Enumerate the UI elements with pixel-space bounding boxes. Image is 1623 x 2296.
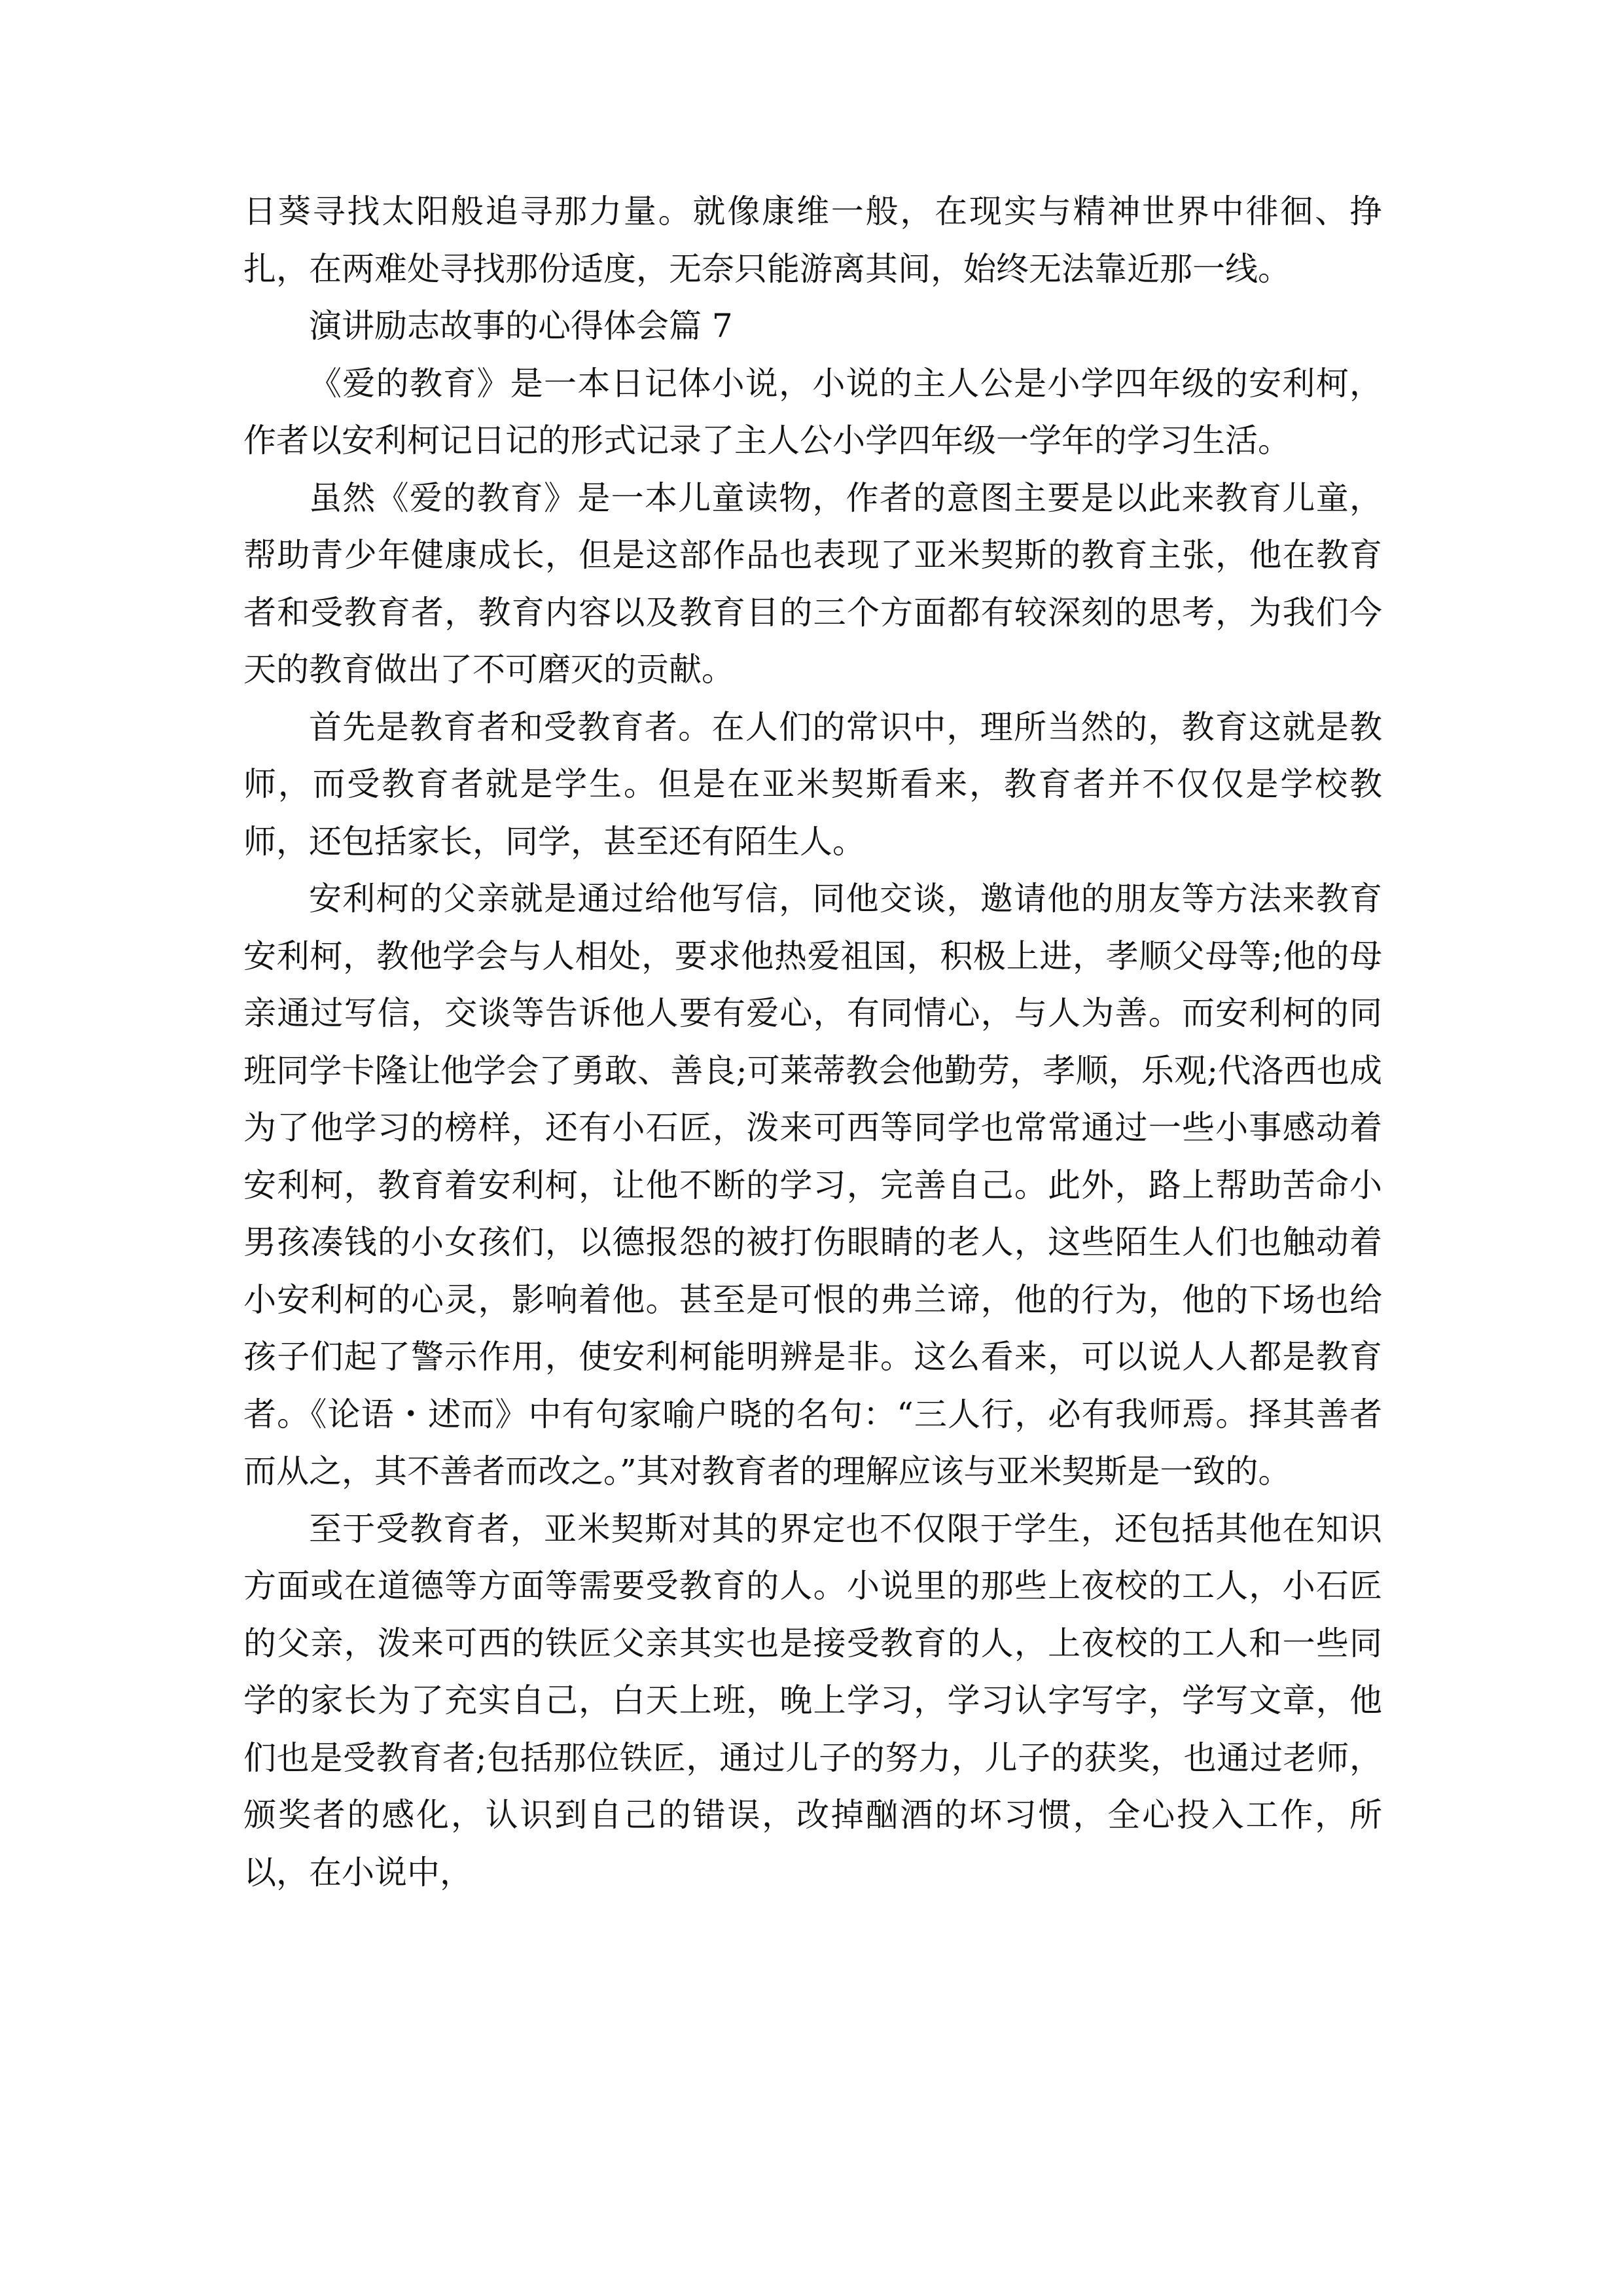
paragraph: 首先是教育者和受教育者。在人们的常识中，理所当然的，教育这就是教师，而受教育者就是学生。但是在亚米契斯看来，教育者并不仅仅是学校教师，还包括家长，同学，甚至还有陌生人。 <box>243 708 1382 861</box>
document-body <box>243 183 1382 1901</box>
paragraph: 虽然《爱的教育》是一本儿童读物，作者的意图主要是以此来教育儿童，帮助青少年健康成长，但是这部作品也表现了亚米契斯的教育主张，他在教育者和受教育者，教育内容以及教育目的三个方面都有较深刻的思考，为我们今天的教育做出了不可磨灭的贡献。 <box>243 478 1382 689</box>
section-heading: 演讲励志故事的心得体会篇 7 <box>309 307 733 345</box>
paragraph: 《爱的教育》是一本日记体小说，小说的主人公是小学四年级的安利柯，作者以安利柯记日记的形式记录了主人公小学四年级一学年的学习生活。 <box>243 364 1382 459</box>
paragraph: 安利柯的父亲就是通过给他写信，同他交谈，邀请他的朋友等方法来教育安利柯，教他学会与人相处，要求他热爱祖国，积极上进，孝顺父母等;他的母亲通过写信，交谈等告诉他人要有爱心，有同情心，与人为善。而安利柯的同班同学卡隆让他学会了勇敢、善良;可莱蒂教会他勤劳，孝顺，乐观;代洛西也成为了他学习的榜样，还有小石匠，泼来可西等同学也常常通过一些小事感动着安利柯，教育着安利柯，让他不断的学习，完善自己。此外，路上帮助苦命小男孩凑钱的小女孩们，以德报怨的被打伤眼睛的老人，这些陌生人们也触动着小安利柯的心灵，影响着他。甚至是可恨的弗兰谛，他的行为，他的下场也给孩子们起了警示作用，使安利柯能明辨是非。这么看来，可以说人人都是教育者。《论语・述而》中有句家喻户晓的名句：“三人行，必有我师焉。择其善者而从之，其不善者而改之。”其对教育者的理解应该与亚米契斯是一致的。 <box>243 880 1382 1490</box>
paragraph-continuation: 日葵寻找太阳般追寻那力量。就像康维一般，在现实与精神世界中徘徊、挣扎，在两难处寻找那份适度，无奈只能游离其间，始终无法靠近那一线。 <box>243 192 1382 288</box>
paragraph: 至于受教育者，亚米契斯对其的界定也不仅限于学生，还包括其他在知识方面或在道德等方面等需要受教育的人。小说里的那些上夜校的工人，小石匠的父亲，泼来可西的铁匠父亲其实也是接受教育的人，上夜校的工人和一些同学的家长为了充实自己，白天上班，晚上学习，学习认字写字，学写文章，他们也是受教育者;包括那位铁匠，通过儿子的努力，儿子的获奖，也通过老师，颁奖者的感化，认识到自己的错误，改掉酗酒的坏习惯，全心投入工作，所以，在小说中， <box>243 1509 1382 1892</box>
